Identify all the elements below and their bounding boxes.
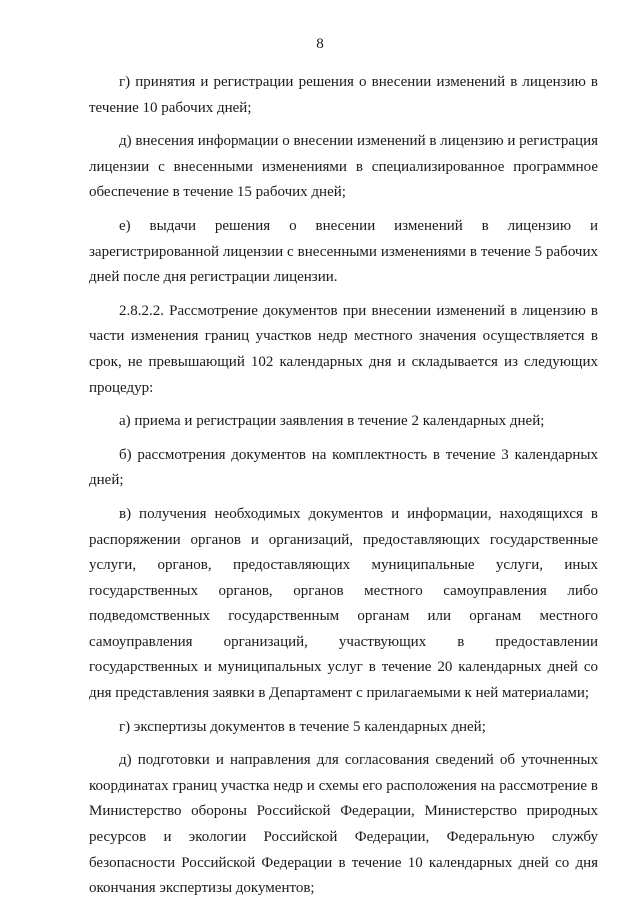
paragraph-item-g-decision: г) принятия и регистрации решения о внесении изменений в лицензию в течение 10 рабочих дней; xyxy=(89,74,598,116)
paragraph-item-v-documents: в) получения необходимых документов и информации, находящихся в распоряжении органов и организаций, предоставляющих государственные услуги, органов, предоставляющих муниципальные услуги, иных государственных органов, органов местного самоуправления либо подведомственных государственным органам или органам местного самоуправления организаций, участвующих в предоставлении государственных и муниципальных услуг в течение 20 календарных дней со дня представления заявки в Департамент с прилагаемыми к ней материалами; xyxy=(89,505,598,702)
paragraph-item-e-issuance: е) выдачи решения о внесении изменений в лицензию и зарегистрированной лицензии с внесенными изменениями в течение 5 рабочих дней после дня регистрации лицензии. xyxy=(89,217,598,286)
paragraph-item-a-reception: а) приема и регистрации заявления в течение 2 календарных дней; xyxy=(119,413,545,430)
page-number: 8 xyxy=(316,36,324,52)
document-body xyxy=(89,70,598,910)
paragraph-item-d-coordination: д) подготовки и направления для согласования сведений об уточненных координатах границ участка недр и схемы его расположения на рассмотрение в Министерство обороны Российской Федерации, Министерство природных ресурсов и экологии Российской Федерации, Федеральную службу безопасности Российской Федерации в течение 10 календарных дней со дня окончания экспертизы документов; xyxy=(89,752,598,897)
paragraph-item-g-expertise: г) экспертизы документов в течение 5 календарных дней; xyxy=(119,718,486,735)
paragraph-item-d-software: д) внесения информации о внесении изменений в лицензию и регистрация лицензии с внесенными изменениями в специализированное программное обеспечение в течение 15 рабочих дней; xyxy=(89,133,598,201)
paragraph-section-2-8-2-2: 2.8.2.2. Рассмотрение документов при внесении изменений в лицензию в части изменения границ участков недр местного значения осуществляется в срок, не превышающий 102 календарных дня и складывается из следующих процедур: xyxy=(89,302,598,396)
paragraph-item-b-completeness: б) рассмотрения документов на комплектность в течение 3 календарных дней; xyxy=(89,446,598,489)
